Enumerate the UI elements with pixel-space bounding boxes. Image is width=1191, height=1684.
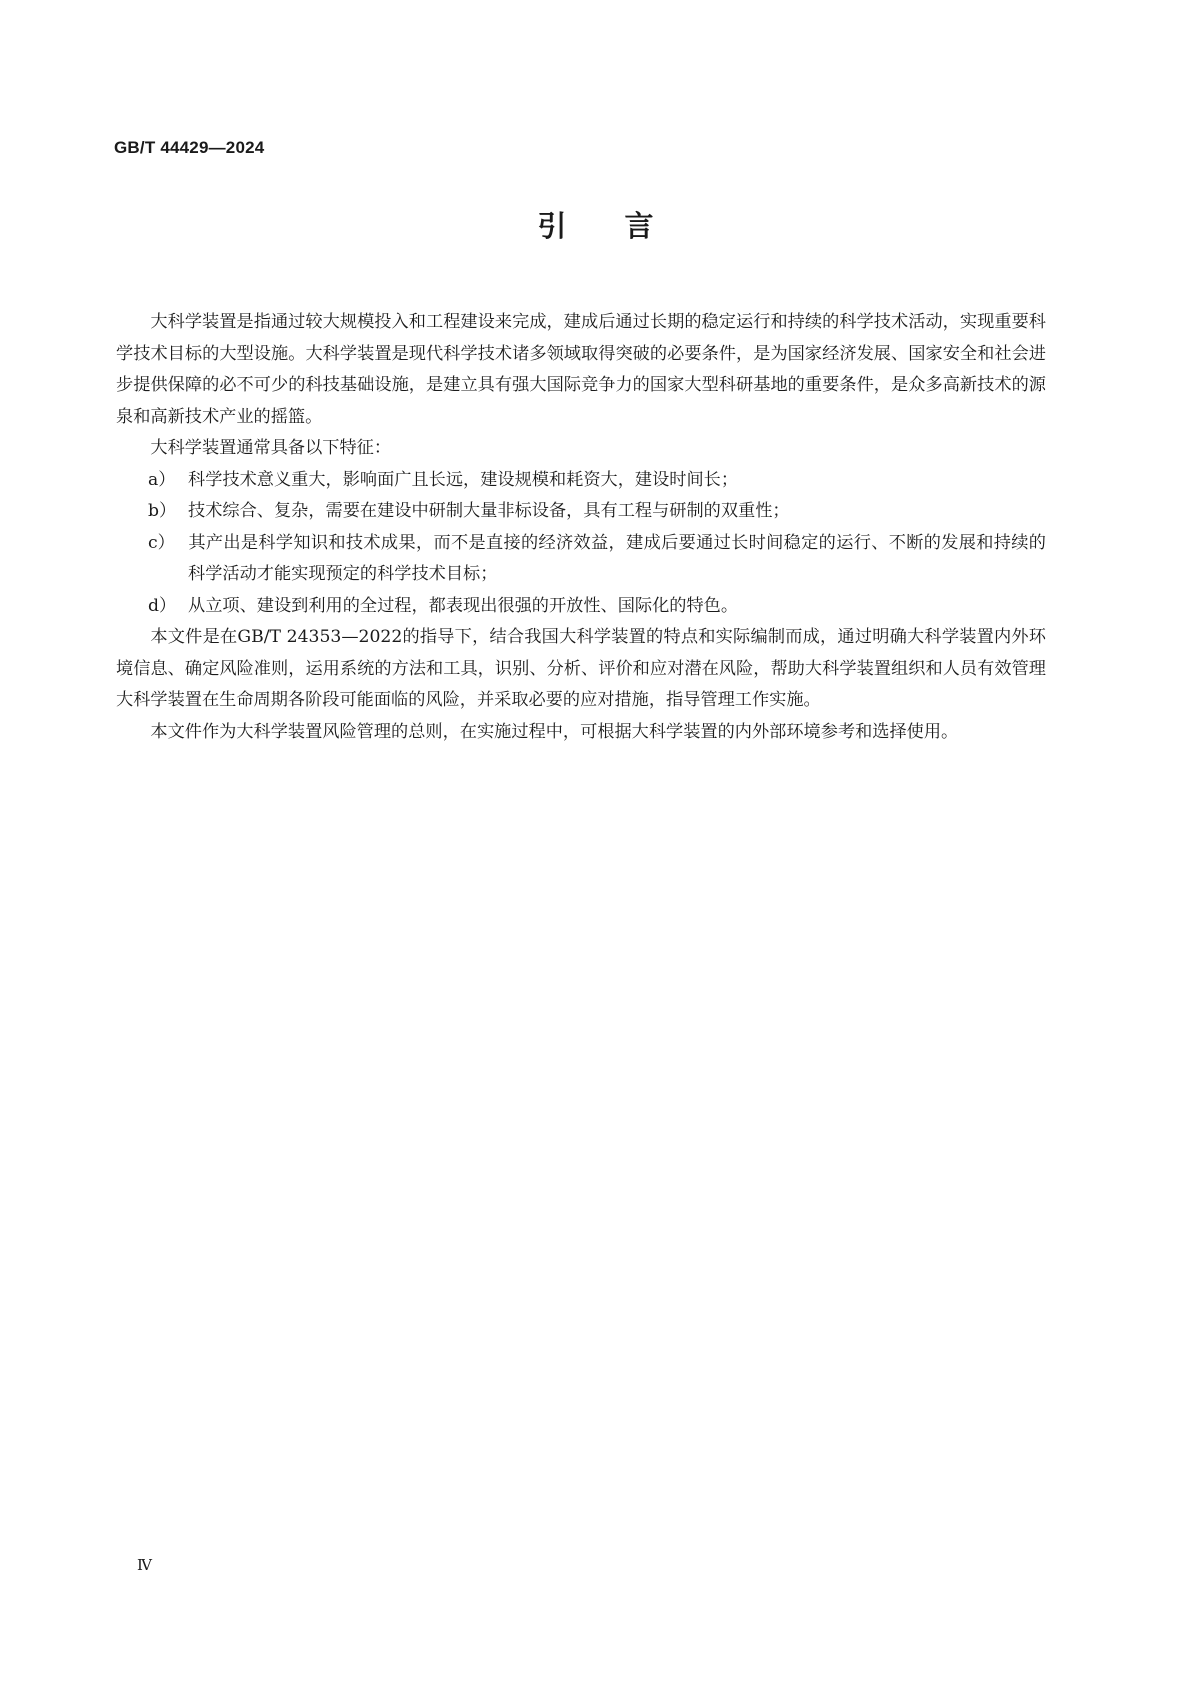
paragraph-features-lead: 大科学装置通常具备以下特征： xyxy=(150,438,392,458)
list-item-text: 从立项、建设到利用的全过程，都表现出很强的开放性、国际化的特色。 xyxy=(188,595,739,616)
section-title: 引言 xyxy=(537,209,712,243)
list-item-text: 技术综合、复杂，需要在建设中研制大量非标设备，具有工程与研制的双重性； xyxy=(188,501,790,521)
list-item-marker: a） xyxy=(148,469,176,490)
paragraph-usage: 本文件作为大科学装置风险管理的总则，在实施过程中，可根据大科学装置的内外部环境参考和选择使用。 xyxy=(150,721,959,742)
list-item-marker: b） xyxy=(148,501,177,521)
paragraph-intro: 大科学装置是指通过较大规模投入和工程建设来完成，建成后通过长期的稳定运行和持续的科学技术活动，实现重要科学技术目标的大型设施。大科学装置是现代科学技术诸多领域取得突破的必要条件，是为国家经济发展、国家安全和社会进步提供保障的必不可少的科技基础设施，是建立具有强大国际竞争力的国家大型科研基地的重要条件，是众多高新技术的源泉和高新技术产业的摇篮。 xyxy=(116,312,1046,427)
list-item xyxy=(116,591,1046,623)
document-body xyxy=(116,307,1046,748)
list-item-marker: c） xyxy=(148,532,175,553)
list-item xyxy=(116,496,1046,528)
list-item-text: 科学技术意义重大，影响面广且长远，建设规模和耗资大，建设时间长； xyxy=(188,469,739,490)
page-number: Ⅳ xyxy=(137,1556,152,1574)
list-item xyxy=(116,465,1046,497)
list-item-marker: d） xyxy=(148,595,177,616)
document-code: GB/T 44429—2024 xyxy=(114,138,265,157)
list-item xyxy=(116,528,1046,591)
list-item-text: 其产出是科学知识和技术成果，而不是直接的经济效益，建成后要通过长时间稳定的运行、不断的发展和持续的科学活动才能实现预定的科学技术目标； xyxy=(188,532,1046,584)
paragraph-basis: 本文件是在GB/T 24353—2022的指导下，结合我国大科学装置的特点和实际编制而成，通过明确大科学装置内外环境信息、确定风险准则，运用系统的方法和工具，识别、分析、评价和应对潜在风险，帮助大科学装置组织和人员有效管理大科学装置在生命周期各阶段可能面临的风险，并采取必要的应对措施，指导管理工作实施。 xyxy=(116,627,1046,710)
